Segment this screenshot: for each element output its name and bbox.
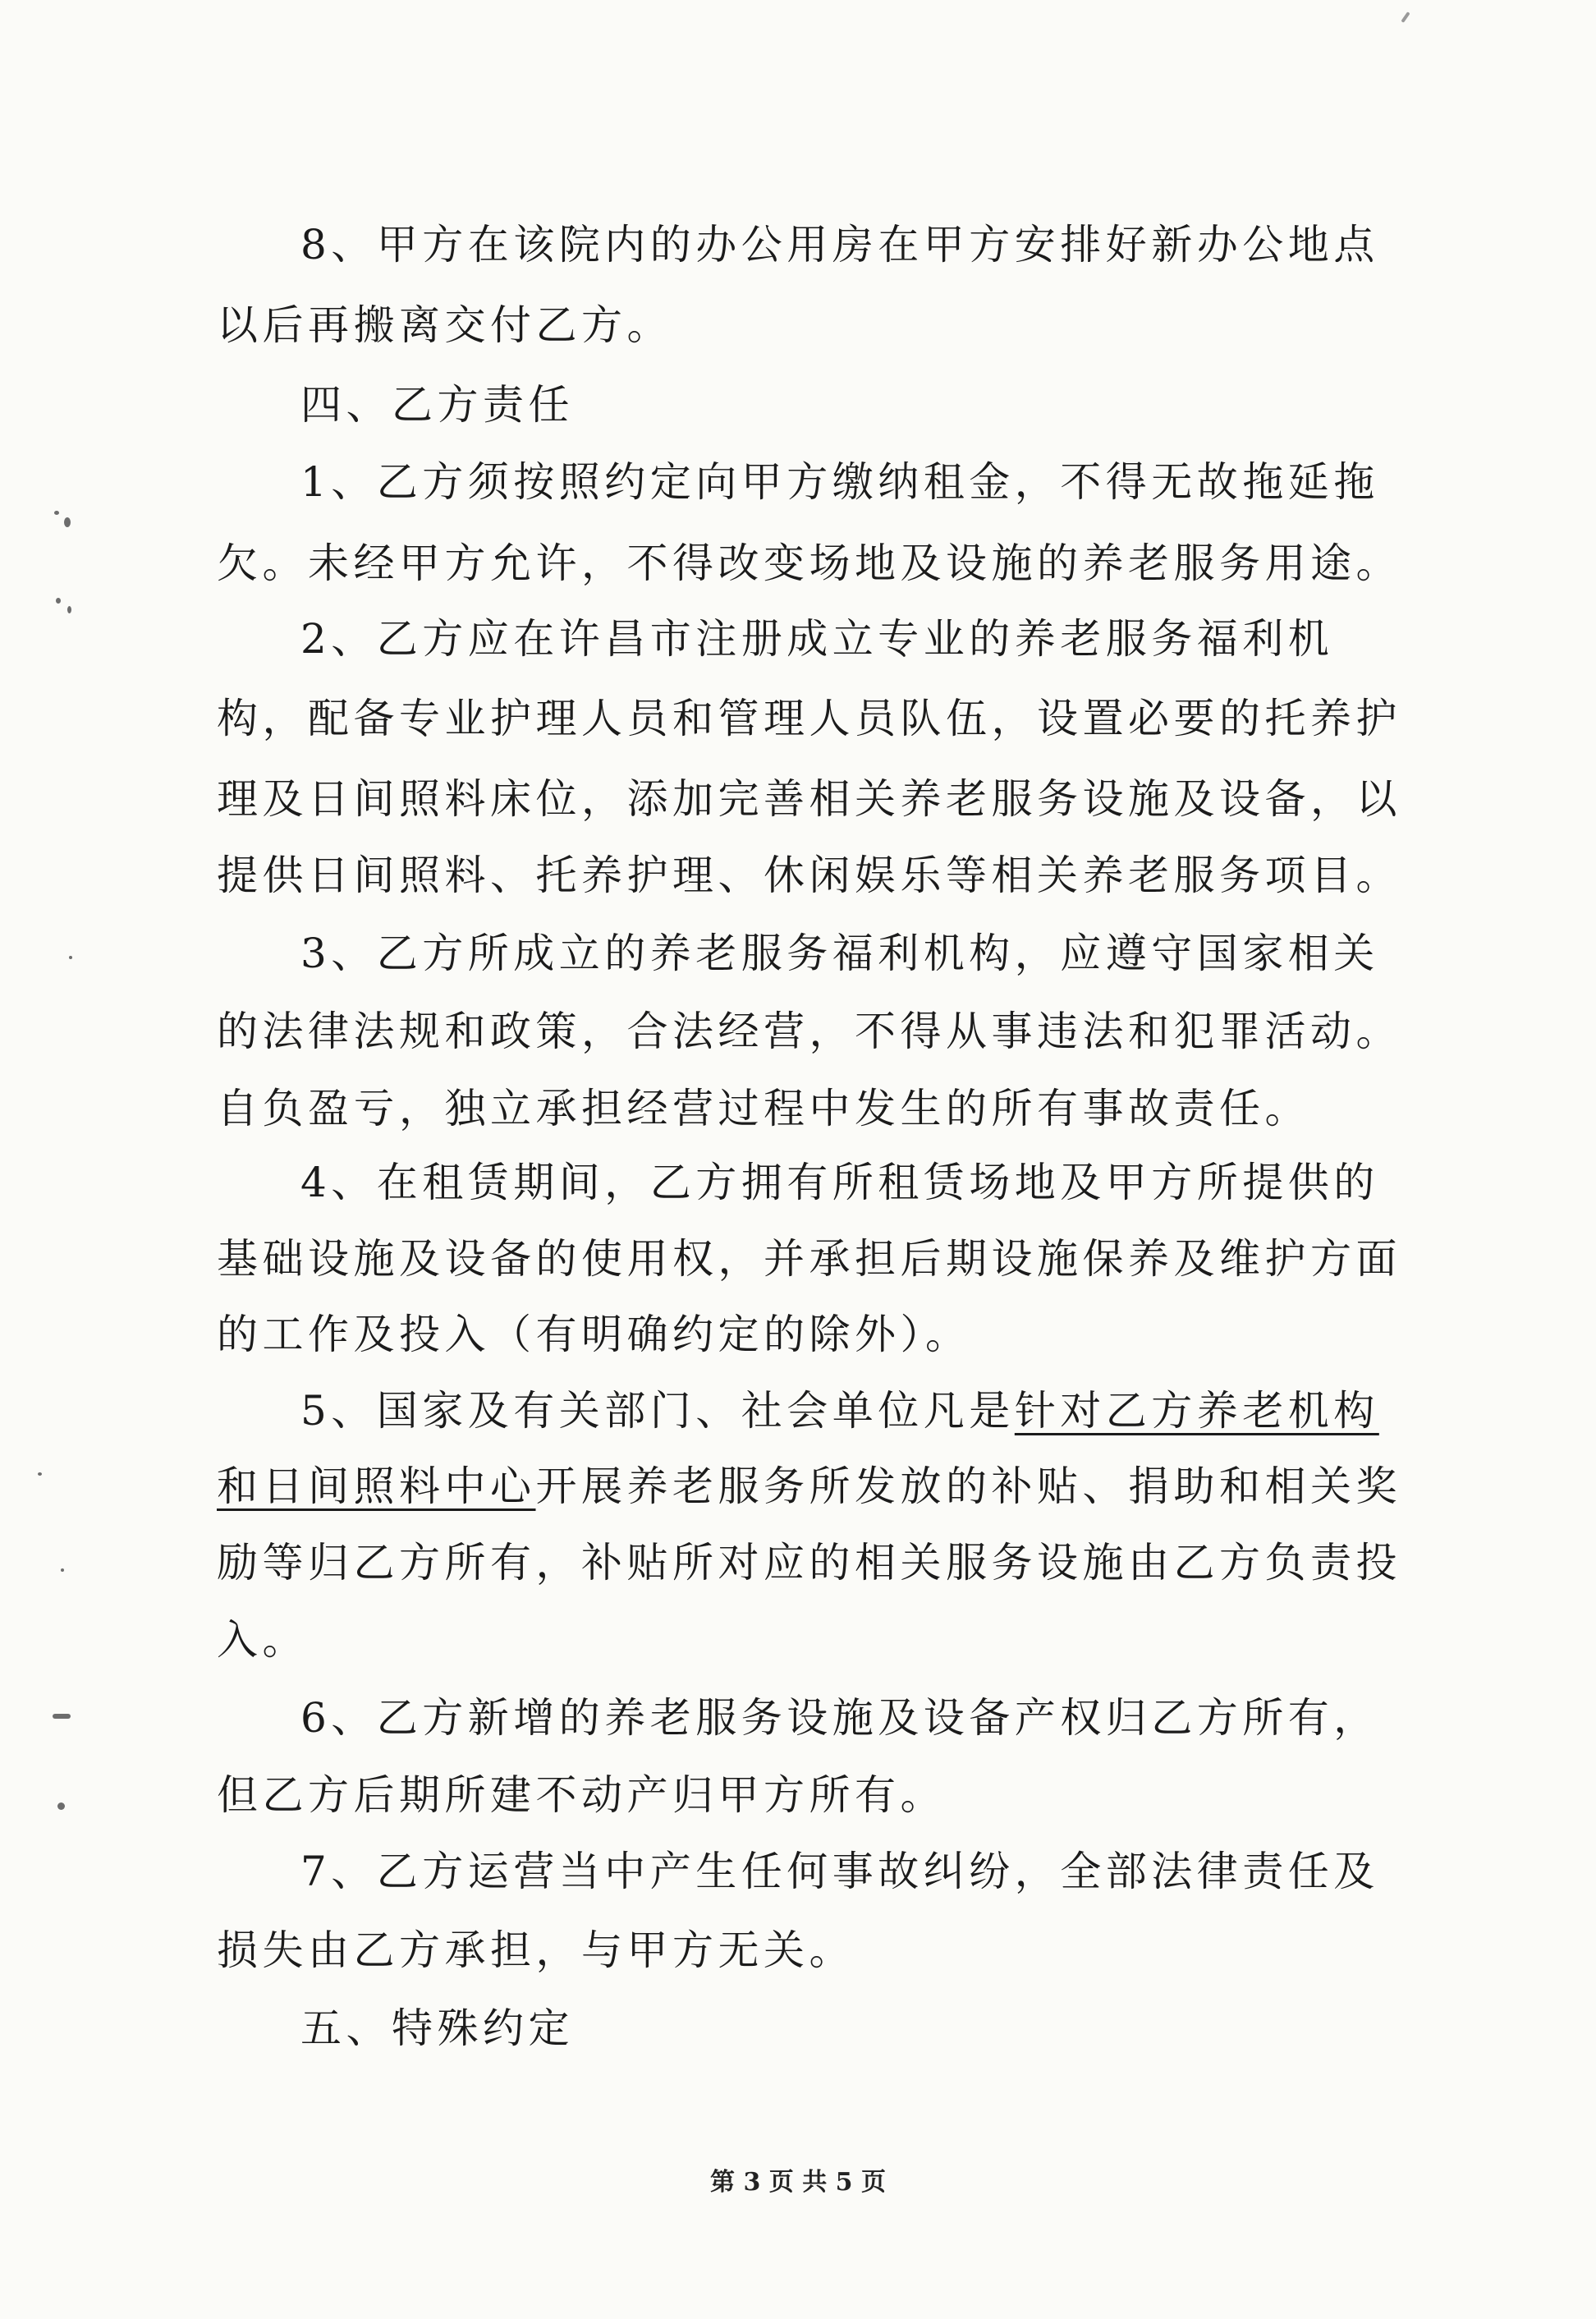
clause-4-2-line-3: 理及日间照料床位，添加完善相关养老服务设施及设备，以	[217, 775, 1401, 823]
clause-4-4-line-1: 4、在租赁期间，乙方拥有所租赁场地及甲方所提供的	[300, 1159, 1379, 1206]
clause-4-1-line-2: 欠。未经甲方允许，不得改变场地及设施的养老服务用途。	[217, 540, 1401, 587]
clause-4-5-line-1-text: 5、国家及有关部门、社会单位凡是	[300, 1387, 1015, 1435]
clause-4-5-line-2-text: 开展养老服务所发放的补贴、捐助和相关奖	[535, 1463, 1401, 1510]
clause-4-2-line-2: 构，配备专业护理人员和管理人员队伍，设置必要的托养护	[217, 695, 1401, 742]
clause-4-5-line-3: 励等归乙方所有，补贴所对应的相关服务设施由乙方负责投	[217, 1539, 1401, 1587]
clause-4-2-line-4: 提供日间照料、托养护理、休闲娱乐等相关养老服务项目。	[217, 852, 1401, 899]
scan-speck	[38, 1472, 42, 1476]
page-number: 第 3 页 共 5 页	[710, 2168, 886, 2197]
clause-4-6-line-1: 6、乙方新增的养老服务设施及设备产权归乙方所有，	[300, 1694, 1379, 1742]
clause-3-8-line-1: 8、甲方在该院内的办公用房在甲方安排好新办公地点	[300, 221, 1379, 269]
scan-speck	[61, 1568, 64, 1572]
clause-4-6-line-2: 但乙方后期所建不动产归甲方所有。	[217, 1771, 946, 1819]
scan-speck	[67, 606, 71, 613]
scan-speck	[53, 1714, 71, 1719]
section-4-heading: 四、乙方责任	[300, 381, 574, 429]
clause-3-8-line-2: 以后再搬离交付乙方。	[217, 301, 672, 349]
scan-speck	[1401, 11, 1410, 23]
clause-4-2-line-1: 2、乙方应在许昌市注册成立专业的养老服务福利机	[300, 615, 1334, 663]
scan-speck	[54, 511, 59, 515]
scan-speck	[56, 598, 61, 604]
clause-4-7-line-2: 损失由乙方承担，与甲方无关。	[217, 1926, 855, 1974]
clause-4-5-line-4: 入。	[217, 1616, 308, 1664]
scan-speck	[64, 517, 71, 527]
clause-4-1-line-1: 1、乙方须按照约定向甲方缴纳租金，不得无故拖延拖	[300, 458, 1379, 506]
clause-4-5-line-2-underlined: 和日间照料中心	[217, 1463, 536, 1510]
scan-speck	[57, 1802, 65, 1810]
section-5-heading: 五、特殊约定	[300, 2004, 574, 2052]
clause-4-5-line-1-underlined: 针对乙方养老机构	[1014, 1387, 1379, 1435]
clause-4-3-line-1: 3、乙方所成立的养老服务福利机构，应遵守国家相关	[300, 930, 1379, 977]
clause-4-7-line-1: 7、乙方运营当中产生任何事故纠纷，全部法律责任及	[300, 1848, 1379, 1895]
clause-4-3-line-2: 的法律法规和政策，合法经营，不得从事违法和犯罪活动。	[217, 1008, 1401, 1055]
clause-4-3-line-3: 自负盈亏，独立承担经营过程中发生的所有事故责任。	[217, 1085, 1310, 1132]
scan-speck	[69, 956, 72, 959]
clause-4-4-line-3: 的工作及投入（有明确约定的除外）。	[217, 1311, 971, 1358]
clause-4-5-line-2	[217, 1462, 1401, 1511]
clause-4-4-line-2: 基础设施及设备的使用权，并承担后期设施保养及维护方面	[217, 1235, 1401, 1283]
clause-4-5-line-1	[300, 1386, 1379, 1435]
